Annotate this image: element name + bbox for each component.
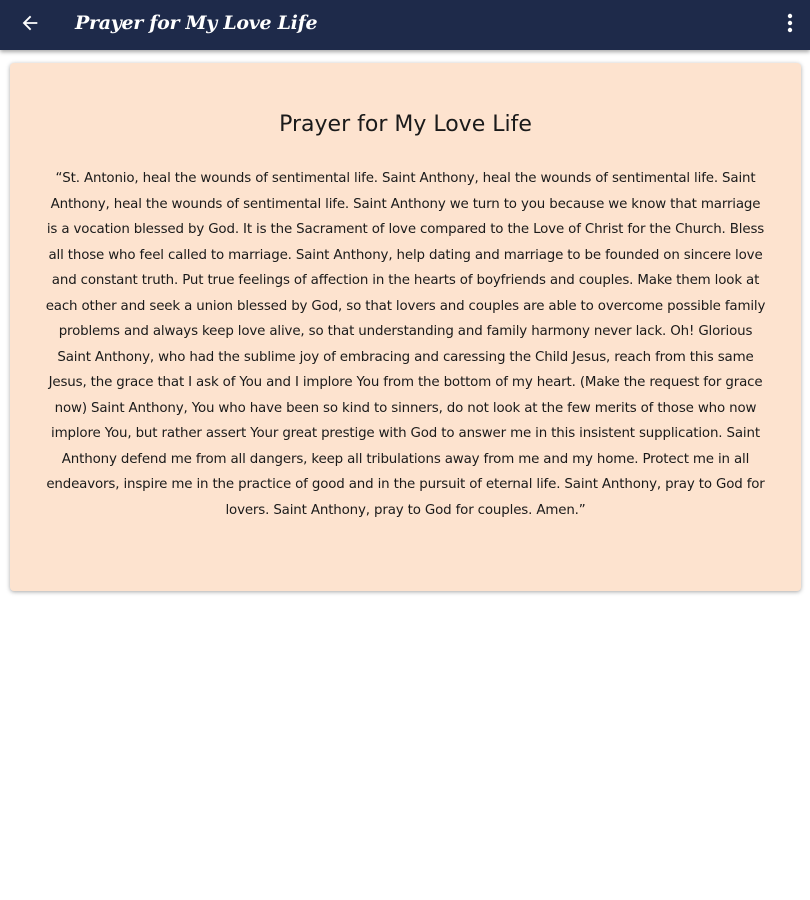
page-title: Prayer for My Love Life [75, 12, 318, 34]
prayer-title: Prayer for My Love Life [279, 112, 532, 137]
more-vert-icon [787, 13, 793, 37]
arrow-back-icon [19, 12, 41, 38]
back-button[interactable] [12, 7, 48, 43]
prayer-text: “St. Antonio, heal the wounds of sentimental life. Saint Anthony, heal the wounds of sentimental life. Saint Anthony, heal the wounds of sentimental life. Saint Anthony we turn to you because we know that marriage is a vocation blessed by God. It is the Sacrament of love compared to the Love of Christ for the Church. Bless all those who feel called to marriage. Saint Anthony, help dating and marriage to be founded on sincere love and constant truth. Put true feelings of affection in the hearts of boyfriends and couples. Make them look at each other and seek a union blessed by God, so that lovers and couples are able to overcome possible family problems and always keep love alive, so that understanding and family harmony never lack. Oh! Glorious Saint Anthony, who had the sublime joy of embracing and caressing the Child Jesus, reach from this same Jesus, the grace that I ask of You and I implore You from the bottom of my heart. (Make the request for grace now) Saint Anthony, You who have been so kind to sinners, do not look at the few merits of those who now implore You, but rather assert Your great prestige with God to answer me in this insistent supplication. Saint Anthony defend me from all dangers, keep all tribulations away from me and my home. Protect me in all endeavors, inspire me in the practice of good and in the pursuit of eternal life. Saint Anthony, pray to God for lovers. Saint Anthony, pray to God for couples. Amen.” [45, 171, 766, 518]
app-bar [0, 0, 810, 50]
overflow-menu-button[interactable] [778, 7, 802, 43]
prayer-card [10, 63, 801, 591]
